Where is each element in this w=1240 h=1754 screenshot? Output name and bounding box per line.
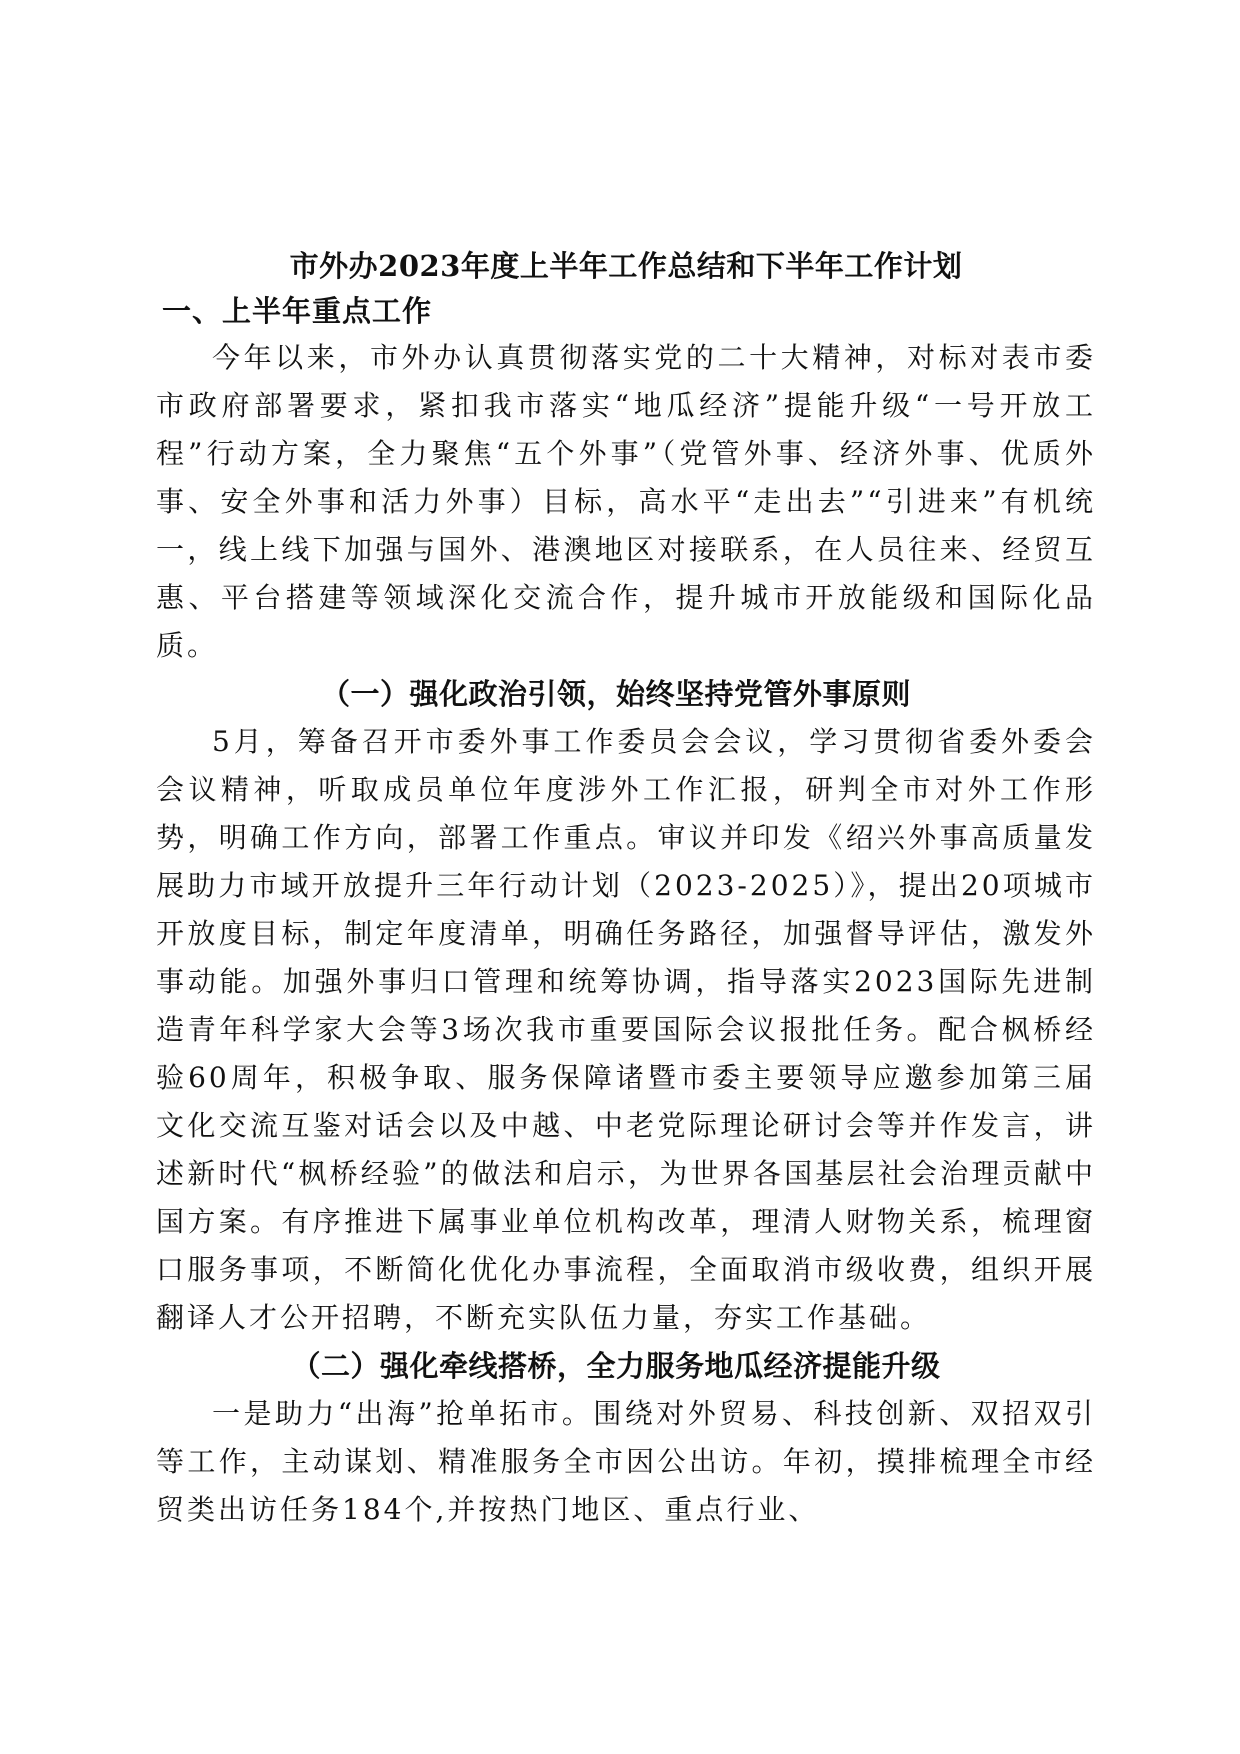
document-title: 市外办2023年度上半年工作总结和下半年工作计划 — [289, 249, 963, 283]
intro-paragraph: 今年以来，市外办认真贯彻落实党的二十大精神，对标对表市委市政府部署要求，紧扣我市落实“地瓜经济”提能升级“一号开放工程”行动方案，全力聚焦“五个外事”（党管外事、经济外事、优质外事、安全外事和活力外事）目标，高水平“走出去”“引进来”有机统一，线上线下加强与国外、港澳地区对接联系，在人员往来、经贸互惠、平台搭建等领域深化交流合作，提升城市开放能级和国际化品质。 — [156, 341, 1096, 662]
section-heading-first-half-key-work: 一、上半年重点工作 — [162, 294, 433, 328]
subsection-heading-political-leadership: （一）强化政治引领，始终坚持党管外事原则 — [320, 677, 911, 711]
subsection-paragraph-bridge-building: 一是助力“出海”抢单拓市。围绕对外贸易、科技创新、双招双引等工作，主动谋划、精准服务全市因公出访。年初，摸排梳理全市经贸类出访任务184个,并按热门地区、重点行业、 — [156, 1397, 1096, 1526]
document-body — [156, 246, 1096, 1534]
subsection-paragraph-political-leadership: 5月，筹备召开市委外事工作委员会会议，学习贯彻省委外委会会议精神，听取成员单位年度涉外工作汇报，研判全市对外工作形势，明确工作方向，部署工作重点。审议并印发《绍兴外事高质量发展助力市域开放提升三年行动计划（2023-2025）》，提出20项城市开放度目标，制定年度清单，明确任务路径，加强督导评估，激发外事动能。加强外事归口管理和统筹协调，指导落实2023国际先进制造青年科学家大会等3场次我市重要国际会议报批任务。配合枫桥经验60周年，积极争取、服务保障诸暨市委主要领导应邀参加第三届文化交流互鉴对话会以及中越、中老党际理论研讨会等并作发言，讲述新时代“枫桥经验”的做法和启示，为世界各国基层社会治理贡献中国方案。有序推进下属事业单位机构改革，理清人财物关系，梳理窗口服务事项，不断简化优化办事流程，全面取消市级收费，组织开展翻译人才公开招聘，不断充实队伍力量，夯实工作基础。 — [156, 725, 1096, 1334]
subsection-heading-bridge-building: （二）强化牵线搭桥，全力服务地瓜经济提能升级 — [291, 1349, 941, 1383]
